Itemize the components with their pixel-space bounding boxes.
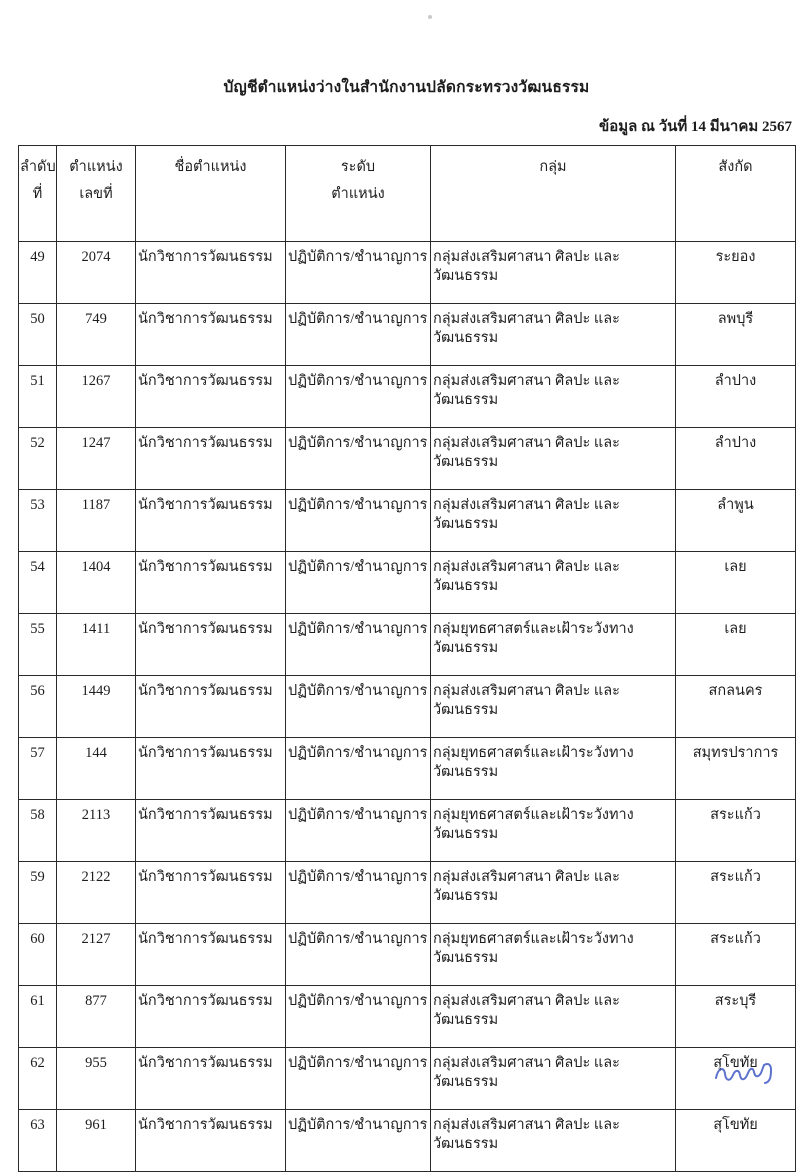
cell-row-number: 49 <box>19 242 57 304</box>
cell-position-number: 955 <box>57 1048 136 1110</box>
cell-position-name: นักวิชาการวัฒนธรรม <box>136 800 286 862</box>
cell-row-number: 60 <box>19 924 57 986</box>
cell-level: ปฏิบัติการ/ชำนาญการ <box>286 738 431 800</box>
cell-position-number: 1404 <box>57 552 136 614</box>
handwritten-initials-icon <box>712 1058 782 1098</box>
cell-affiliation: สระแก้ว <box>676 924 796 986</box>
cell-row-number: 62 <box>19 1048 57 1110</box>
cell-position-number: 877 <box>57 986 136 1048</box>
cell-affiliation: เลย <box>676 614 796 676</box>
col-header-row-number <box>19 146 57 242</box>
cell-position-name: นักวิชาการวัฒนธรรม <box>136 366 286 428</box>
col-header-position-number <box>57 146 136 242</box>
table-row <box>19 490 796 552</box>
cell-position-number: 1449 <box>57 676 136 738</box>
cell-level: ปฏิบัติการ/ชำนาญการ <box>286 800 431 862</box>
cell-position-name: นักวิชาการวัฒนธรรม <box>136 676 286 738</box>
col-header-affiliation <box>676 146 796 242</box>
cell-affiliation: เลย <box>676 552 796 614</box>
cell-level: ปฏิบัติการ/ชำนาญการ <box>286 1048 431 1110</box>
cell-position-name: นักวิชาการวัฒนธรรม <box>136 1048 286 1110</box>
table-row <box>19 1048 796 1110</box>
table-row <box>19 304 796 366</box>
cell-position-name: นักวิชาการวัฒนธรรม <box>136 304 286 366</box>
cell-level: ปฏิบัติการ/ชำนาญการ <box>286 862 431 924</box>
cell-affiliation: ลำพูน <box>676 490 796 552</box>
cell-affiliation: ลพบุรี <box>676 304 796 366</box>
cell-group: กลุ่มส่งเสริมศาสนา ศิลปะ และวัฒนธรรม <box>431 242 676 304</box>
cell-row-number: 50 <box>19 304 57 366</box>
cell-group: กลุ่มส่งเสริมศาสนา ศิลปะ และวัฒนธรรม <box>431 986 676 1048</box>
cell-row-number: 54 <box>19 552 57 614</box>
cell-position-name: นักวิชาการวัฒนธรรม <box>136 862 286 924</box>
cell-position-number: 2113 <box>57 800 136 862</box>
cell-group: กลุ่มส่งเสริมศาสนา ศิลปะ และวัฒนธรรม <box>431 366 676 428</box>
cell-group: กลุ่มยุทธศาสตร์และเฝ้าระวังทางวัฒนธรรม <box>431 800 676 862</box>
cell-position-number: 1187 <box>57 490 136 552</box>
cell-position-name: นักวิชาการวัฒนธรรม <box>136 614 286 676</box>
cell-row-number: 51 <box>19 366 57 428</box>
cell-level: ปฏิบัติการ/ชำนาญการ <box>286 242 431 304</box>
header-line: ลำดับ <box>20 159 56 175</box>
cell-position-number: 2122 <box>57 862 136 924</box>
header-line: ชื่อตำแหน่ง <box>174 159 247 175</box>
cell-level: ปฏิบัติการ/ชำนาญการ <box>286 1110 431 1172</box>
table-row <box>19 366 796 428</box>
cell-group: กลุ่มยุทธศาสตร์และเฝ้าระวังทางวัฒนธรรม <box>431 738 676 800</box>
cell-row-number: 53 <box>19 490 57 552</box>
cell-affiliation: สระแก้ว <box>676 862 796 924</box>
cell-row-number: 59 <box>19 862 57 924</box>
col-header-level <box>286 146 431 242</box>
cell-affiliation: สระบุรี <box>676 986 796 1048</box>
cell-position-name: นักวิชาการวัฒนธรรม <box>136 924 286 986</box>
cell-group: กลุ่มส่งเสริมศาสนา ศิลปะ และวัฒนธรรม <box>431 862 676 924</box>
cell-position-name: นักวิชาการวัฒนธรรม <box>136 490 286 552</box>
cell-group: กลุ่มส่งเสริมศาสนา ศิลปะ และวัฒนธรรม <box>431 676 676 738</box>
table-row <box>19 552 796 614</box>
col-header-group <box>431 146 676 242</box>
cell-level: ปฏิบัติการ/ชำนาญการ <box>286 366 431 428</box>
cell-position-number: 2127 <box>57 924 136 986</box>
cell-row-number: 56 <box>19 676 57 738</box>
vacancy-table-body <box>19 242 796 1172</box>
cell-affiliation: สมุทรปราการ <box>676 738 796 800</box>
cell-affiliation: ลำปาง <box>676 428 796 490</box>
vacancy-table <box>18 145 796 1172</box>
cell-position-number: 144 <box>57 738 136 800</box>
cell-group: กลุ่มส่งเสริมศาสนา ศิลปะ และวัฒนธรรม <box>431 304 676 366</box>
header-line: กลุ่ม <box>539 159 567 175</box>
cell-affiliation: สระแก้ว <box>676 800 796 862</box>
cell-position-name: นักวิชาการวัฒนธรรม <box>136 1110 286 1172</box>
cell-position-number: 961 <box>57 1110 136 1172</box>
table-row <box>19 986 796 1048</box>
cell-row-number: 52 <box>19 428 57 490</box>
header-line: ที่ <box>32 186 43 202</box>
table-row <box>19 614 796 676</box>
cell-level: ปฏิบัติการ/ชำนาญการ <box>286 676 431 738</box>
cell-position-number: 1247 <box>57 428 136 490</box>
cell-level: ปฏิบัติการ/ชำนาญการ <box>286 490 431 552</box>
data-as-of-date: ข้อมูล ณ วันที่ 14 มีนาคม 2567 <box>598 119 792 135</box>
vacancy-table-head <box>19 146 796 242</box>
cell-affiliation: ระยอง <box>676 242 796 304</box>
table-row <box>19 1110 796 1172</box>
cell-group: กลุ่มส่งเสริมศาสนา ศิลปะ และวัฒนธรรม <box>431 490 676 552</box>
cell-position-name: นักวิชาการวัฒนธรรม <box>136 242 286 304</box>
cell-position-number: 1411 <box>57 614 136 676</box>
cell-group: กลุ่มส่งเสริมศาสนา ศิลปะ และวัฒนธรรม <box>431 428 676 490</box>
cell-position-name: นักวิชาการวัฒนธรรม <box>136 738 286 800</box>
cell-level: ปฏิบัติการ/ชำนาญการ <box>286 614 431 676</box>
cell-level: ปฏิบัติการ/ชำนาญการ <box>286 552 431 614</box>
cell-affiliation: สุโขทัย <box>676 1048 796 1110</box>
cell-level: ปฏิบัติการ/ชำนาญการ <box>286 304 431 366</box>
header-line: ตำแหน่ง <box>331 186 385 202</box>
cell-affiliation: ลำปาง <box>676 366 796 428</box>
cell-row-number: 63 <box>19 1110 57 1172</box>
table-row <box>19 676 796 738</box>
header-line: เลขที่ <box>79 186 113 202</box>
cell-position-name: นักวิชาการวัฒนธรรม <box>136 986 286 1048</box>
cell-row-number: 55 <box>19 614 57 676</box>
cell-position-number: 749 <box>57 304 136 366</box>
cell-group: กลุ่มส่งเสริมศาสนา ศิลปะ และวัฒนธรรม <box>431 1110 676 1172</box>
cell-level: ปฏิบัติการ/ชำนาญการ <box>286 924 431 986</box>
table-row <box>19 800 796 862</box>
cell-row-number: 58 <box>19 800 57 862</box>
header-line: ตำแหน่ง <box>69 159 123 175</box>
table-row <box>19 242 796 304</box>
col-header-position-name <box>136 146 286 242</box>
cell-position-name: นักวิชาการวัฒนธรรม <box>136 428 286 490</box>
cell-affiliation: สุโขทัย <box>676 1110 796 1172</box>
cell-row-number: 61 <box>19 986 57 1048</box>
cell-level: ปฏิบัติการ/ชำนาญการ <box>286 428 431 490</box>
header-line: ระดับ <box>340 159 376 175</box>
cell-position-name: นักวิชาการวัฒนธรรม <box>136 552 286 614</box>
cell-row-number: 57 <box>19 738 57 800</box>
document-page <box>18 0 795 1172</box>
cell-level: ปฏิบัติการ/ชำนาญการ <box>286 986 431 1048</box>
table-row <box>19 862 796 924</box>
header-line: สังกัด <box>718 159 753 175</box>
cell-group: กลุ่มส่งเสริมศาสนา ศิลปะ และวัฒนธรรม <box>431 1048 676 1110</box>
table-row <box>19 738 796 800</box>
cell-affiliation: สกลนคร <box>676 676 796 738</box>
cell-group: กลุ่มส่งเสริมศาสนา ศิลปะ และวัฒนธรรม <box>431 552 676 614</box>
page-title: บัญชีตำแหน่งว่างในสำนักงานปลัดกระทรวงวัฒนธรรม <box>223 79 590 96</box>
table-row <box>19 924 796 986</box>
cell-group: กลุ่มยุทธศาสตร์และเฝ้าระวังทางวัฒนธรรม <box>431 614 676 676</box>
header-row <box>19 146 796 242</box>
cell-position-number: 1267 <box>57 366 136 428</box>
cell-position-number: 2074 <box>57 242 136 304</box>
table-row <box>19 428 796 490</box>
cell-group: กลุ่มยุทธศาสตร์และเฝ้าระวังทางวัฒนธรรม <box>431 924 676 986</box>
